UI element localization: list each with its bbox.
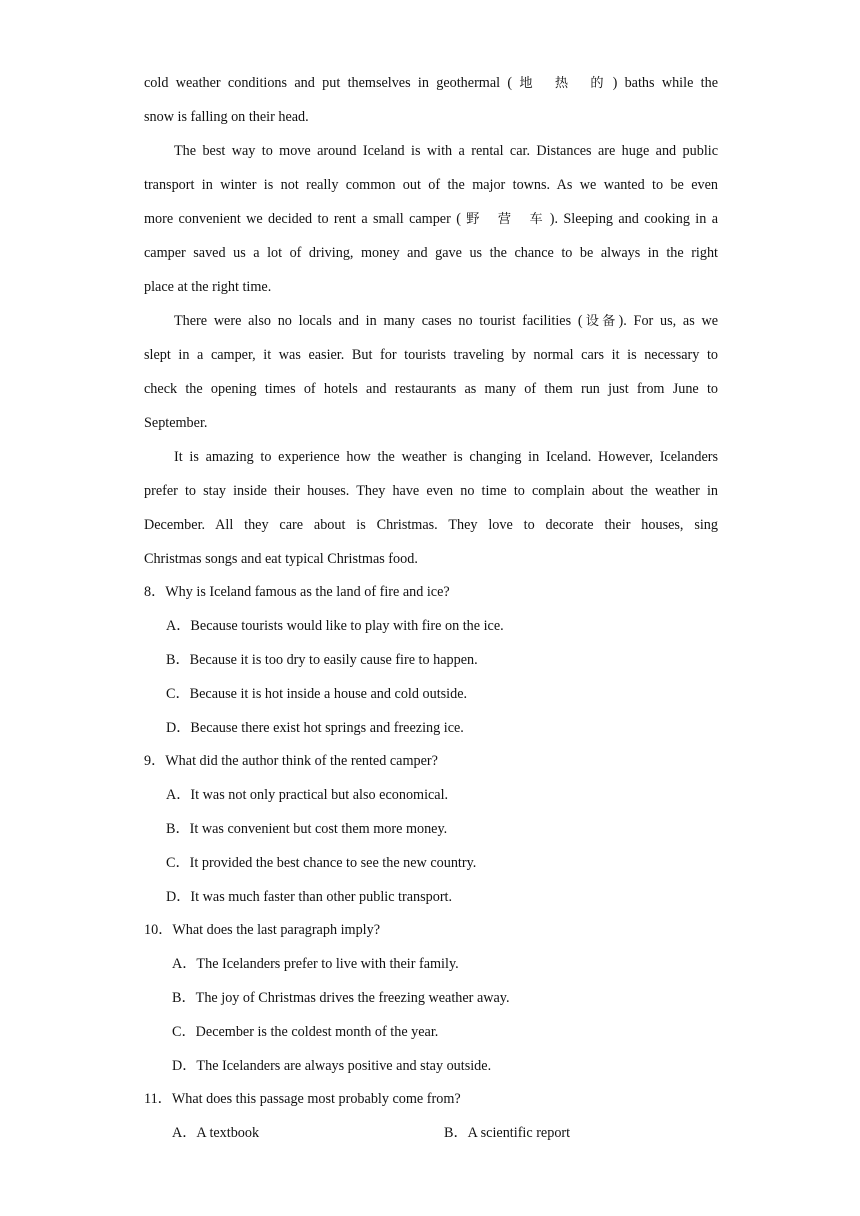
passage-line: Christmas songs and eat typical Christmas food. (144, 551, 418, 567)
answer-option: A．It was not only practical but also economical. (166, 787, 449, 803)
passage-line: prefer to stay inside their houses. They have even no time to complain about the weather in (144, 483, 718, 499)
passage-line: September. (144, 415, 208, 431)
chinese-gloss: 设备 (582, 314, 619, 329)
passage-line: There were also no locals and in many cases no tourist facilities (设备). For us, as we (174, 313, 718, 329)
answer-option: B．The joy of Christmas drives the freezing weather away. (172, 990, 510, 1006)
passage-line: slept in a camper, it was easier. But for tourists traveling by normal cars it is necessary to (144, 347, 718, 363)
answer-option: A．Because tourists would like to play with fire on the ice. (166, 618, 504, 634)
passage-line: transport in winter is not really common out of the major towns. As we wanted to be even (144, 177, 718, 193)
answer-option: C．December is the coldest month of the year. (172, 1024, 439, 1040)
passage-line: cold weather conditions and put themselves in geothermal ( 地 热 的) baths while the (144, 75, 719, 91)
chinese-gloss: 野 营 车 (466, 212, 550, 227)
passage-line: snow is falling on their head. (144, 109, 309, 125)
answer-option: B．Because it is too dry to easily cause fire to happen. (166, 652, 478, 668)
answer-option: B．It was convenient but cost them more money. (166, 821, 448, 837)
question-stem: 8．Why is Iceland famous as the land of fire and ice? (144, 584, 450, 600)
passage-line: December. All they care about is Christmas. They love to decorate their houses, sing (144, 517, 718, 533)
passage-line: check the opening times of hotels and restaurants as many of them run just from June to (144, 381, 718, 397)
answer-option: A．The Icelanders prefer to live with their family. (172, 956, 459, 972)
answer-option: B．A scientific report (444, 1125, 571, 1141)
passage-line: The best way to move around Iceland is with a rental car. Distances are huge and public (174, 143, 718, 159)
question-stem: 9．What did the author think of the rented camper? (144, 753, 438, 769)
question-stem: 10．What does the last paragraph imply? (144, 922, 380, 938)
answer-option: D．Because there exist hot springs and freezing ice. (166, 720, 464, 736)
passage-line: It is amazing to experience how the weather is changing in Iceland. However, Icelanders (174, 449, 718, 465)
chinese-gloss: 地 热 的 (519, 76, 613, 91)
answer-option: C．Because it is hot inside a house and cold outside. (166, 686, 468, 702)
answer-option: C．It provided the best chance to see the new country. (166, 855, 477, 871)
answer-option: A．A textbook (172, 1125, 260, 1141)
answer-option: D．The Icelanders are always positive and stay outside. (172, 1058, 492, 1074)
passage-line: more convenient we decided to rent a small camper ( 野 营 车). Sleeping and cooking in a (144, 211, 718, 227)
passage-line: place at the right time. (144, 279, 272, 295)
question-stem: 11．What does this passage most probably come from? (144, 1091, 461, 1107)
passage-line: camper saved us a lot of driving, money and gave us the chance to be always in the right (144, 245, 718, 261)
answer-option: D．It was much faster than other public transport. (166, 889, 453, 905)
